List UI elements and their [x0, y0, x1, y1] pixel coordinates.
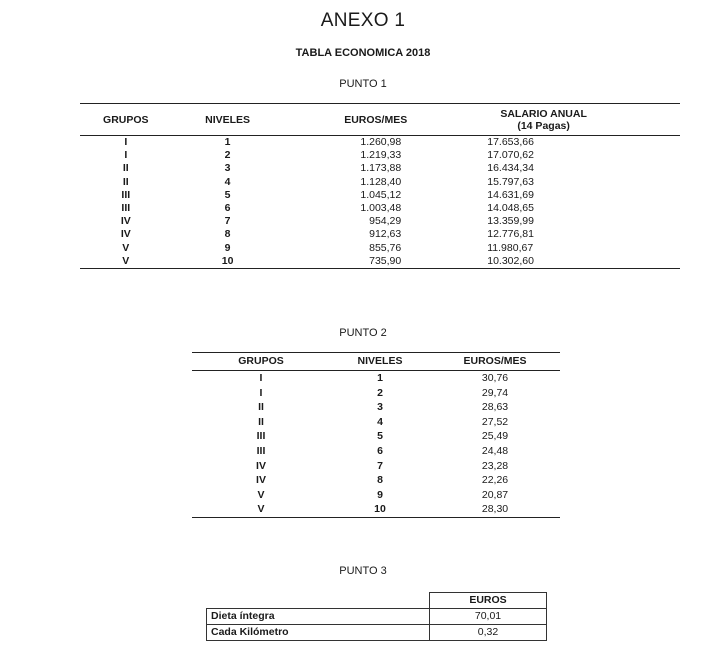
cell-salario-anual: 15.797,63 [487, 175, 534, 188]
table-row [80, 176, 680, 189]
cell-grupo: III [121, 202, 131, 215]
cell-nivel: 9 [377, 488, 383, 501]
cell-salario-anual: 10.302,60 [487, 254, 534, 267]
empty-header-cell [207, 593, 430, 609]
cell-euros-mes: 29,74 [481, 386, 509, 399]
cell-nivel: 3 [377, 401, 383, 414]
salario-anual-label: SALARIO ANUAL [500, 107, 587, 120]
cell-euros-mes: 28,63 [481, 401, 509, 414]
cell-grupo: V [257, 488, 265, 501]
table-row [80, 162, 680, 175]
cell-euros-mes: 30,76 [481, 372, 509, 384]
cell-grupo: IV [256, 474, 266, 487]
table-row [207, 625, 547, 641]
cell-grupo: II [122, 162, 129, 175]
cell-grupo: III [256, 444, 266, 457]
table-row [80, 149, 680, 162]
table-row [192, 502, 560, 517]
cell-grupo: IV [120, 228, 131, 241]
punto2-table [192, 352, 560, 518]
cell-nivel: 9 [224, 241, 231, 254]
table-row [192, 415, 560, 430]
table-row [192, 371, 560, 386]
cell-grupo: III [121, 188, 131, 201]
section-heading-punto3: PUNTO 3 [339, 565, 387, 577]
section-heading-punto1: PUNTO 1 [339, 78, 387, 90]
cell-euros: 70,01 [430, 609, 547, 625]
table-subtitle: TABLA ECONOMICA 2018 [295, 47, 431, 59]
cell-euros-mes: 735,90 [369, 254, 402, 267]
cell-salario-anual: 14.048,65 [487, 202, 534, 215]
cell-salario-anual: 12.776,81 [487, 228, 534, 241]
cell-nivel: 6 [224, 202, 231, 215]
table-row [192, 473, 560, 488]
cell-grupo: V [122, 254, 130, 267]
cell-nivel: 4 [377, 415, 383, 428]
cell-nivel: 1 [224, 136, 231, 148]
cell-grupo: I [259, 372, 263, 384]
column-header-euros: EUROS [430, 593, 547, 609]
cell-salario-anual: 17.653,66 [487, 136, 534, 148]
cell-euros-mes: 25,49 [481, 430, 509, 443]
cell-euros-mes: 855,76 [369, 241, 402, 254]
cell-euros-mes: 24,48 [481, 444, 509, 457]
table-row [80, 189, 680, 202]
table-row [80, 202, 680, 215]
cell-nivel: 6 [377, 444, 383, 457]
column-header-grupos: GRUPOS [238, 354, 284, 367]
column-header-niveles: NIVELES [205, 113, 251, 126]
table-row [192, 444, 560, 459]
cell-euros-mes: 1.128,40 [360, 175, 402, 188]
cell-grupo: I [259, 386, 263, 399]
table-row [192, 400, 560, 415]
table-header-row [80, 104, 680, 136]
table-row [207, 609, 547, 625]
cell-nivel: 2 [377, 386, 383, 399]
table-header-row [207, 593, 547, 609]
cell-euros: 0,32 [430, 625, 547, 641]
cell-euros-mes: 1.260,98 [360, 136, 402, 148]
table-row [80, 242, 680, 255]
cell-grupo: III [256, 430, 266, 443]
cell-nivel: 10 [374, 503, 386, 516]
table-row [80, 255, 680, 269]
cell-nivel: 10 [221, 254, 234, 267]
cell-euros-mes: 23,28 [481, 459, 509, 472]
cell-salario-anual: 13.359,99 [487, 215, 534, 228]
cell-salario-anual: 14.631,69 [487, 188, 534, 201]
table-row [80, 228, 680, 241]
table-row [80, 136, 680, 150]
cell-salario-anual: 16.434,34 [487, 162, 534, 175]
table-header-row [192, 353, 560, 371]
cell-euros-mes: 28,30 [481, 503, 509, 516]
column-header-euros-mes: EUROS/MES [463, 354, 527, 367]
cell-grupo: II [122, 175, 129, 188]
cell-concept: Cada Kilómetro [207, 625, 430, 641]
table-row [192, 488, 560, 503]
cell-grupo: II [258, 415, 264, 428]
cell-grupo: I [124, 149, 128, 162]
cell-grupo: V [257, 503, 265, 516]
cell-nivel: 4 [224, 175, 231, 188]
cell-nivel: 1 [377, 372, 383, 384]
cell-nivel: 8 [224, 228, 231, 241]
cell-euros-mes: 27,52 [481, 415, 509, 428]
column-header-niveles: NIVELES [357, 354, 403, 367]
cell-nivel: 2 [224, 149, 231, 162]
cell-nivel: 7 [224, 215, 231, 228]
cell-concept: Dieta íntegra [207, 609, 430, 625]
punto3-table [206, 592, 547, 641]
cell-euros-mes: 1.219,33 [360, 149, 402, 162]
cell-nivel: 5 [377, 430, 383, 443]
cell-nivel: 5 [224, 188, 231, 201]
cell-euros-mes: 20,87 [481, 488, 509, 501]
table-row [80, 215, 680, 228]
punto1-table [80, 103, 680, 269]
pagas-label: (14 Pagas) [517, 119, 570, 132]
table-row [192, 429, 560, 444]
column-header-grupos: GRUPOS [103, 113, 149, 126]
cell-grupo: IV [120, 215, 131, 228]
cell-euros-mes: 22,26 [481, 474, 509, 487]
column-header-euros-mes: EUROS/MES [344, 113, 408, 126]
cell-nivel: 8 [377, 474, 383, 487]
cell-salario-anual: 17.070,62 [487, 149, 534, 162]
table-row [192, 459, 560, 474]
cell-grupo: I [124, 136, 128, 148]
column-header-salario-anual [407, 104, 680, 136]
section-heading-punto2: PUNTO 2 [339, 327, 387, 339]
table-row [192, 386, 560, 401]
cell-grupo: V [122, 241, 130, 254]
cell-euros-mes: 912,63 [369, 228, 402, 241]
cell-euros-mes: 1.173,88 [360, 162, 402, 175]
cell-nivel: 3 [224, 162, 231, 175]
cell-nivel: 7 [377, 459, 383, 472]
cell-grupo: IV [256, 459, 266, 472]
cell-euros-mes: 1.003,48 [360, 202, 402, 215]
cell-euros-mes: 954,29 [369, 215, 402, 228]
cell-salario-anual: 11.980,67 [487, 241, 534, 254]
cell-grupo: II [258, 401, 264, 414]
page-title: ANEXO 1 [320, 10, 406, 31]
cell-euros-mes: 1.045,12 [360, 188, 402, 201]
